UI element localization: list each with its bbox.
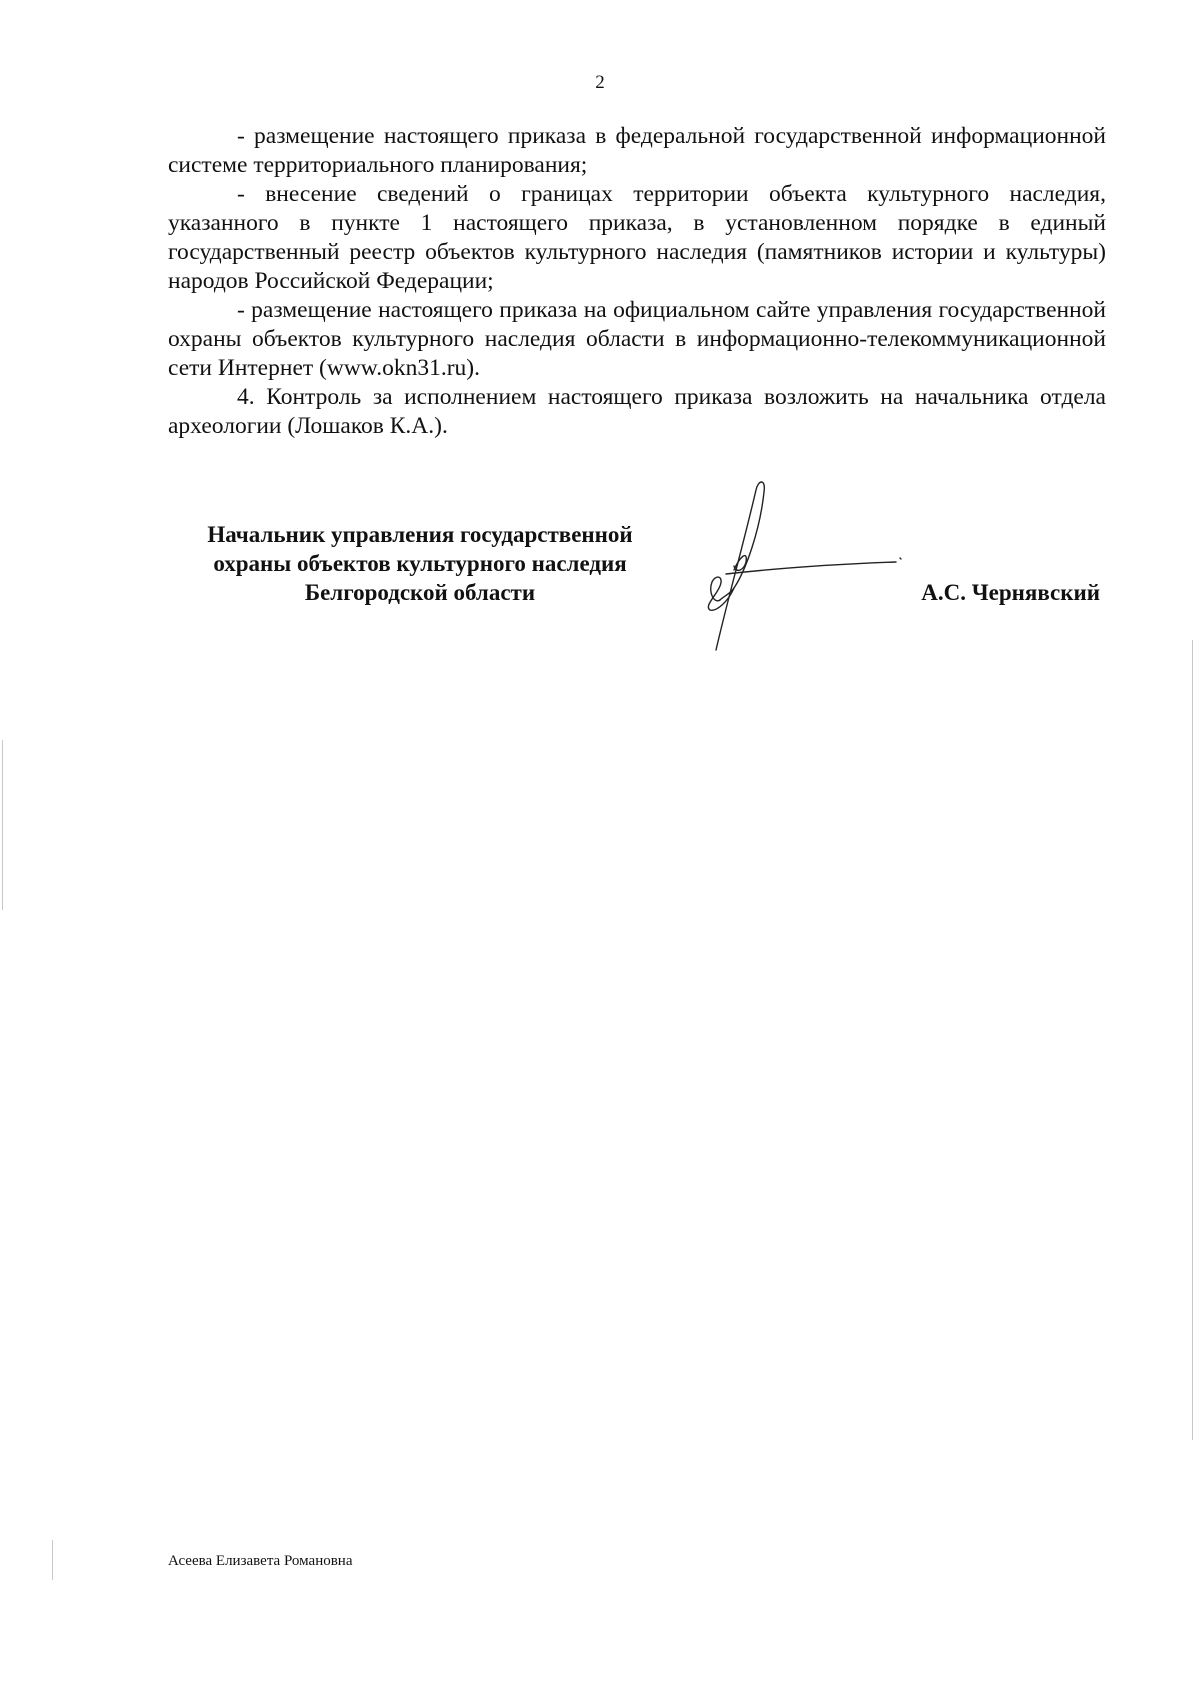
page-number: 2 bbox=[595, 72, 605, 93]
paragraph-control-clause: 4. Контроль за исполнением настоящего приказа возложить на начальника отдела археологии (Лошаков К.А.). bbox=[168, 384, 1106, 439]
position-line: Начальник управления государственной bbox=[207, 522, 633, 547]
signatory-position bbox=[150, 520, 690, 607]
paragraph-website-placement: - размещение настоящего приказа на официальном сайте управления государственной охраны объектов культурного наследия области в информационно-телекоммуникационной сети Интернет (www.okn31.ru). bbox=[168, 297, 1106, 381]
scan-edge-left bbox=[2, 740, 3, 910]
position-line: Белгородской области bbox=[304, 580, 536, 605]
scan-edge-right bbox=[1192, 640, 1193, 1440]
scan-edge-bottom-left bbox=[52, 1540, 53, 1580]
signer-name: А.С. Чернявский bbox=[921, 580, 1100, 605]
position-line: охраны объектов культурного наследия bbox=[213, 551, 627, 576]
handwritten-signature bbox=[690, 470, 910, 680]
paragraph-gis-placement: - размещение настоящего приказа в федеральной государственной информационной системе территориального планирования; bbox=[168, 123, 1106, 178]
paragraph-registry-entry: - внесение сведений о границах территории объекта культурного наследия, указанного в пункте 1 настоящего приказа, в установленном порядке в единый государственный реестр объектов культурного наследия (памятников истории и культуры) народов Российской Федерации; bbox=[168, 181, 1106, 294]
document-body bbox=[168, 122, 1106, 441]
executor-name: Асеева Елизавета Романовна bbox=[168, 1553, 353, 1569]
